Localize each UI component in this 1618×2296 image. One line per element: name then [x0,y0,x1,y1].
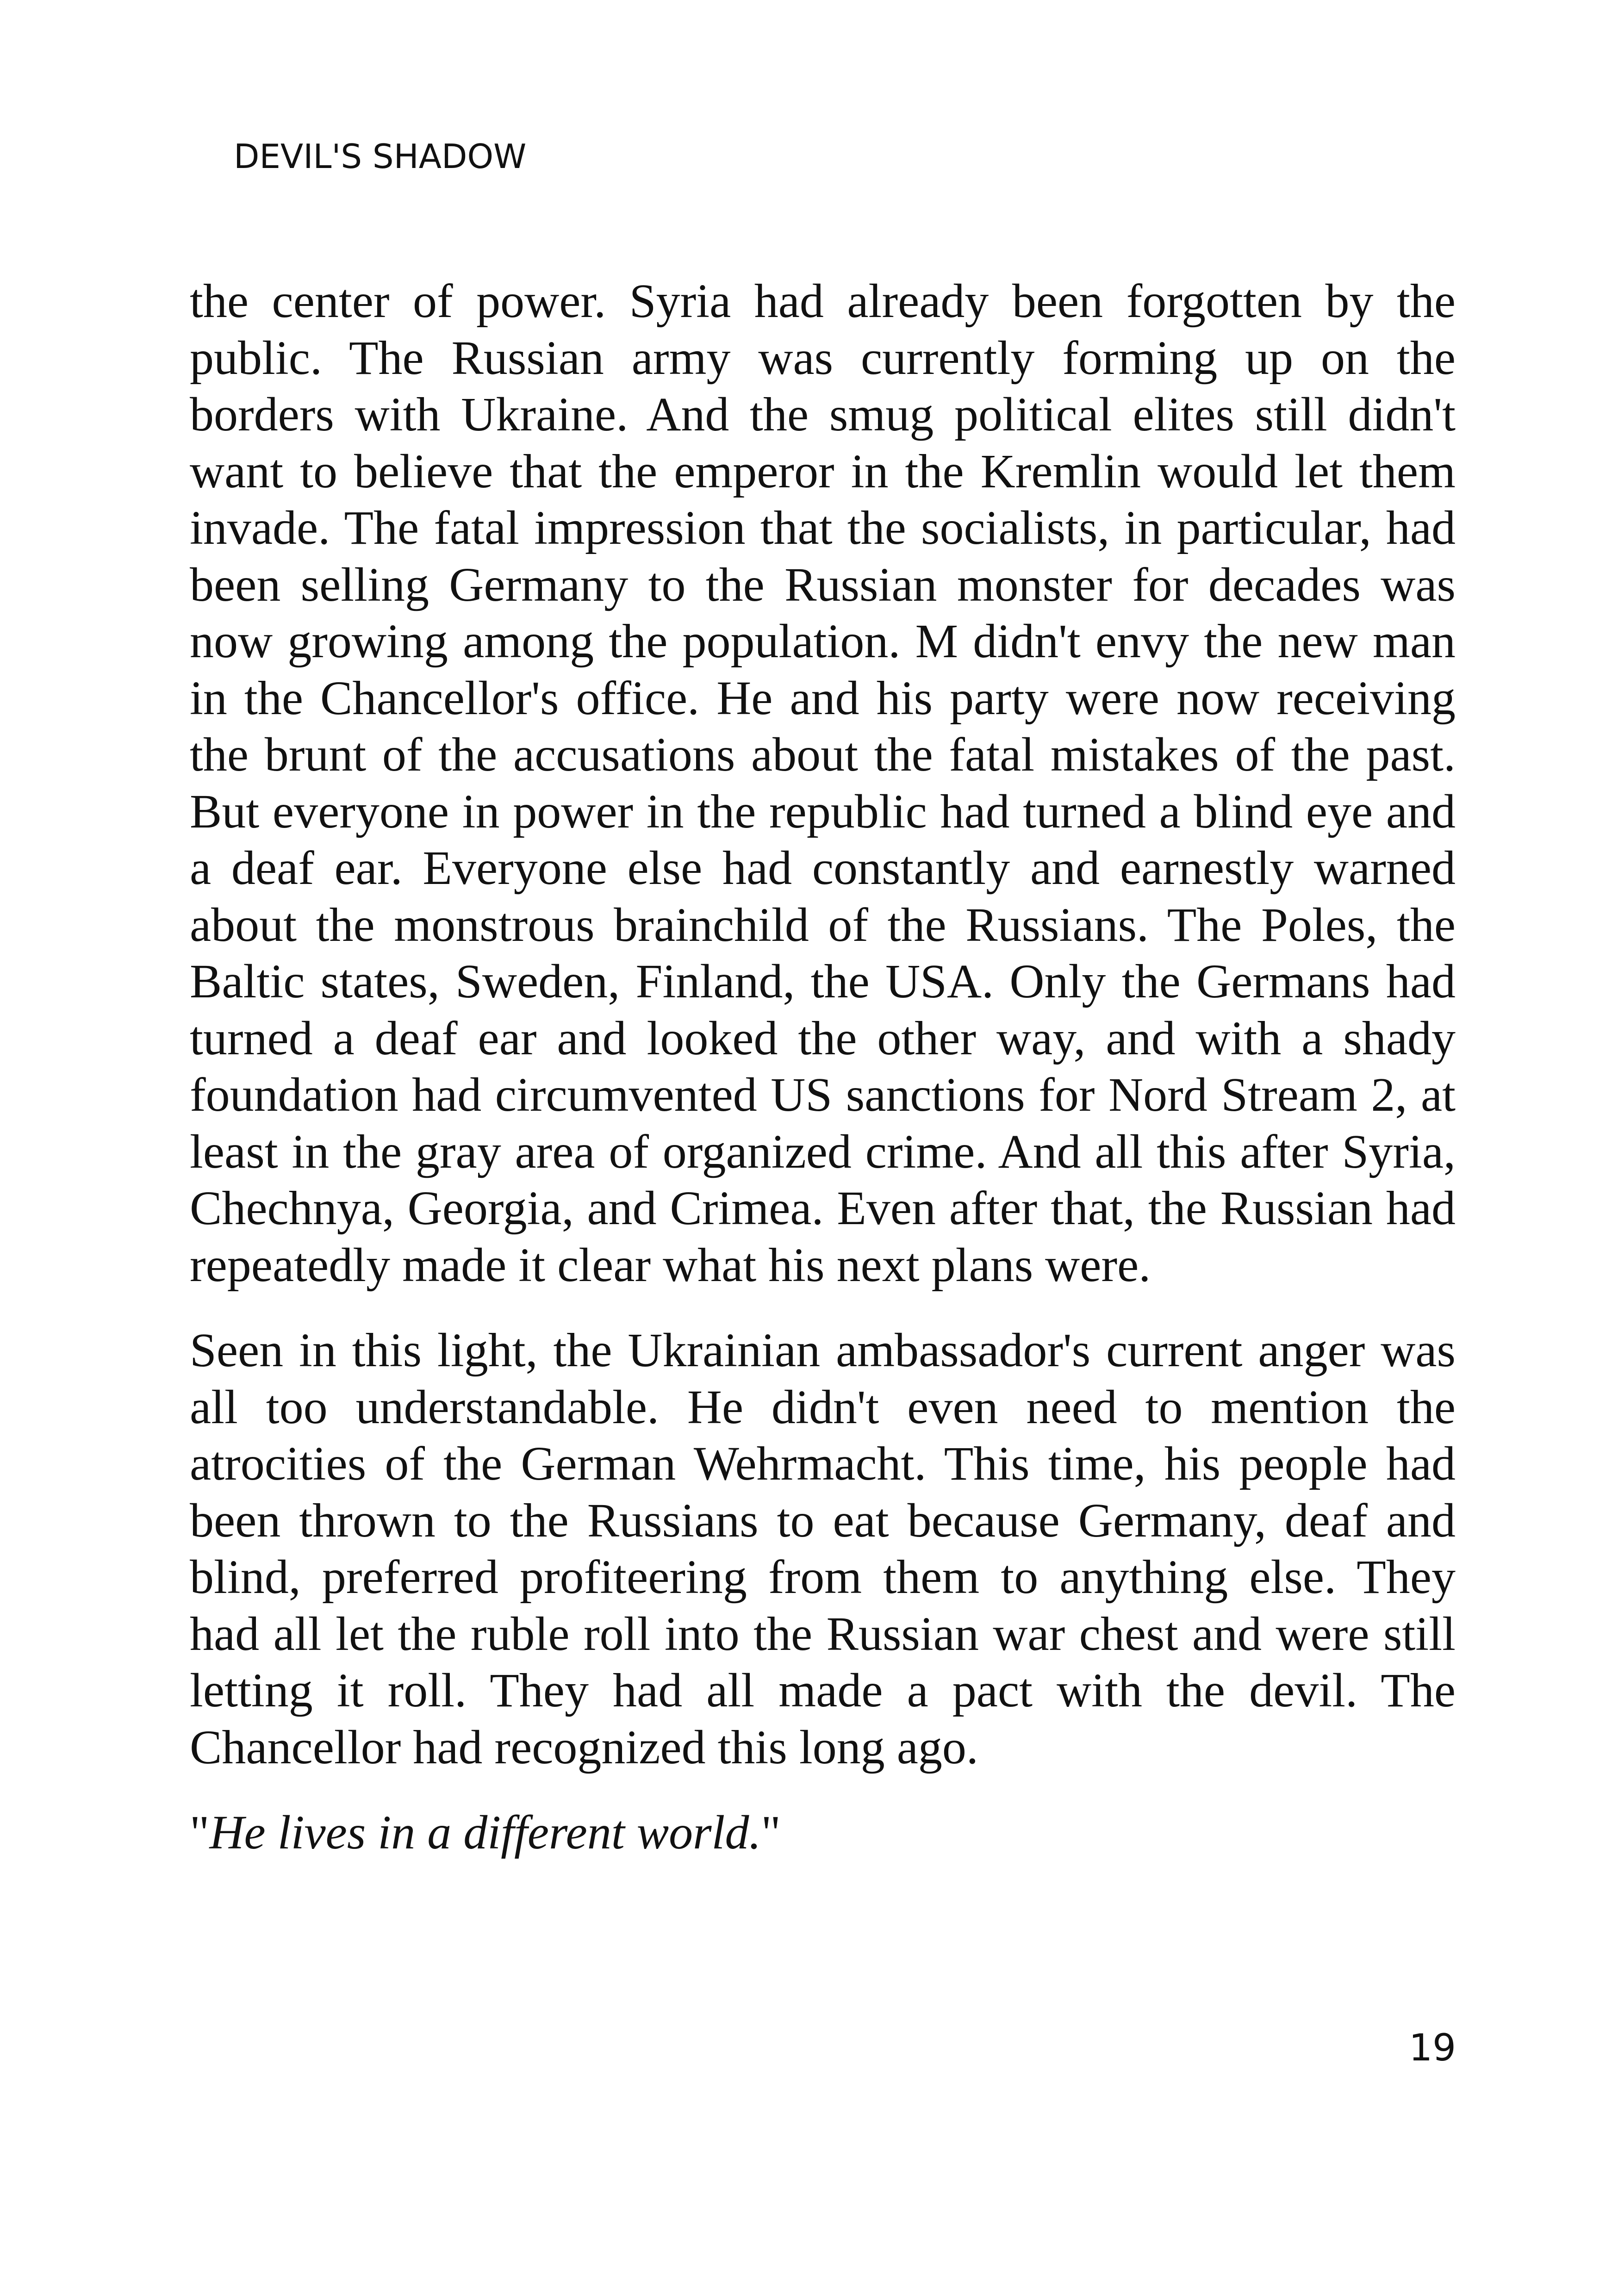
quote-paragraph [190,1804,1456,1861]
paragraph-2: Seen in this light, the Ukrainian ambassador's current anger was all too understandable. He didn't even need to mention the atrocities of the German Wehrmacht. This time, his people had been thrown to the Russians to eat because Germany, deaf and blind, preferred profiteering from them to anything else. They had all let the ruble roll into the Russian war chest and were still letting it roll. They had all made a pact with the devil. The Chancellor had recognized this long ago. [190,1324,1456,1774]
quote-open-mark: " [190,1806,210,1859]
quote-close-mark: " [761,1806,781,1859]
page-number: 19 [1409,2026,1456,2069]
body-text [190,273,1456,1861]
running-header: DEVIL'S SHADOW [234,137,527,176]
paragraph-1: the center of power. Syria had already been forgotten by the public. The Russian army was currently forming up on the borders with Ukraine. And the smug political elites still didn't want to believe that the emperor in the Kremlin would let them invade. The fatal impression that the socialists, in particular, had been selling Germany to the Russian monster for decades was now growing among the population. M didn't envy the new man in the Chancellor's office. He and his party were now receiving the brunt of the accusations about the fatal mistakes of the past. But everyone in power in the republic had turned a blind eye and a deaf ear. Everyone else had constantly and earnestly warned about the monstrous brainchild of the Russians. The Poles, the Baltic states, Sweden, Finland, the USA. Only the Germans had turned a deaf ear and looked the other way, and with a shady foundation had circumvented US sanctions for Nord Stream 2, at least in the gray area of organized crime. And all this after Syria, Chechnya, Georgia, and Crimea. Even after that, the Russian had repeatedly made it clear what his next plans were. [190,274,1456,1292]
quote-text: He lives in a different world. [209,1806,761,1859]
